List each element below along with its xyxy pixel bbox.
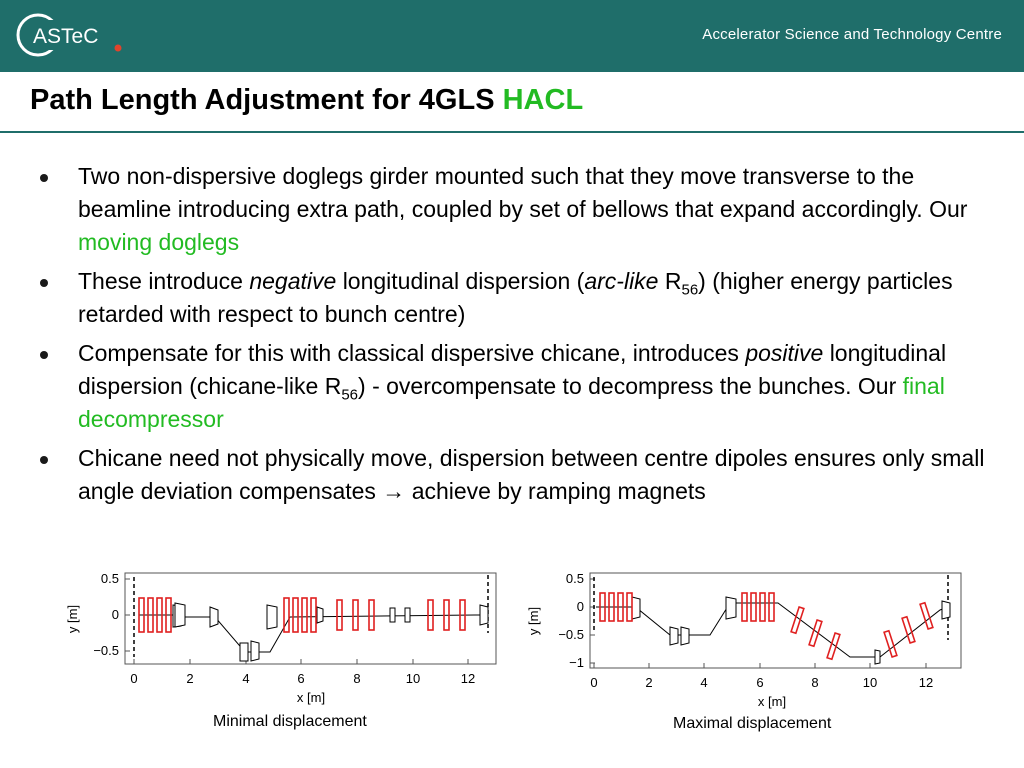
plot-frame [590, 573, 961, 668]
undulators [139, 598, 465, 632]
y-tick-label: 0 [111, 607, 119, 622]
title-main: Path Length Adjustment for 4GLS [30, 84, 495, 116]
bullet-text: Chicane need not physically move, dispersion between centre dipoles ensures only small angle deviation compensates → achieve by ramping magnets [78, 445, 985, 504]
y-tick-label: −1 [569, 655, 584, 670]
bullet-item [38, 160, 998, 259]
header-banner [0, 0, 1024, 72]
organization-name: Accelerator Science and Technology Centre [702, 26, 1002, 43]
bullet-dot-icon [40, 456, 48, 464]
bullet-text: These introduce [78, 268, 243, 294]
title-accent: HACL [502, 84, 584, 116]
emphasis-positive: positive [745, 340, 824, 366]
bullet-text: Two non-dispersive doglegs girder mounted such that they move transverse to the beamline introducing extra path, coupled by set of bellows that expand accordingly. Our [78, 163, 968, 222]
bullet-item [38, 442, 998, 508]
x-tick-label: 0 [590, 675, 598, 690]
x-tick-label: 12 [460, 671, 476, 686]
x-tick-label: 10 [405, 671, 421, 686]
figure-caption-maximal: Maximal displacement [673, 715, 832, 732]
astec-logo-icon [14, 10, 124, 60]
bullet-text: longitudinal dispersion ( [342, 268, 585, 294]
bullet-text: ) (higher energy particles retarded with respect to bunch centre) [78, 268, 953, 327]
y-tick-label: −0.5 [93, 643, 119, 658]
slide-title [30, 84, 583, 117]
y-axis-label: y [m] [526, 606, 541, 636]
x-tick-label: 8 [811, 675, 819, 690]
dipoles [173, 603, 488, 661]
bullet-item [38, 337, 998, 436]
emphasis-arc-like: arc-like [584, 268, 659, 294]
y-tick-label: 0.5 [100, 571, 119, 586]
subscript: 56 [681, 281, 699, 299]
y-tick-label: −0.5 [558, 627, 584, 642]
x-tick-label: 0 [130, 671, 138, 686]
title-divider [0, 131, 1024, 133]
bullet-dot-icon [40, 174, 48, 182]
bullet-dot-icon [40, 351, 48, 359]
bullet-dot-icon [40, 279, 48, 287]
x-axis-label: x [m] [296, 690, 326, 705]
bullet-text: Compensate for this with classical dispersive chicane, introduces [78, 340, 739, 366]
figure-caption-minimal: Minimal displacement [213, 713, 367, 730]
bullet-list [38, 160, 998, 514]
x-tick-label: 6 [297, 671, 305, 686]
subscript: 56 [341, 386, 359, 404]
x-tick-label: 2 [645, 675, 653, 690]
bullet-text: ) - overcompensate to decompress the bunches. Our [358, 373, 897, 399]
x-tick-label: 10 [862, 675, 878, 690]
beamline-plot-minimal [55, 565, 515, 715]
bullet-text: R [664, 268, 682, 294]
emphasis-negative: negative [249, 268, 337, 294]
beamline-plot-maximal [520, 565, 980, 715]
y-tick-label: 0.5 [565, 571, 584, 586]
x-tick-label: 4 [242, 671, 250, 686]
logo-dot [115, 45, 122, 52]
x-tick-label: 12 [918, 675, 934, 690]
x-tick-label: 2 [186, 671, 194, 686]
y-tick-label: 0 [576, 599, 584, 614]
x-axis-label: x [m] [757, 694, 787, 709]
x-tick-label: 8 [353, 671, 361, 686]
y-axis-label: y [m] [65, 604, 80, 634]
logo-text: ASTeC [33, 25, 99, 48]
x-tick-label: 6 [756, 675, 764, 690]
highlight-final-decompressor: final decompressor [78, 373, 945, 432]
bullet-text: longitudinal dispersion (chicane-like R [78, 340, 947, 399]
bullet-item [38, 265, 998, 331]
highlight-moving-doglegs: moving doglegs [78, 229, 240, 255]
x-tick-label: 4 [700, 675, 708, 690]
beam-path [139, 615, 488, 652]
